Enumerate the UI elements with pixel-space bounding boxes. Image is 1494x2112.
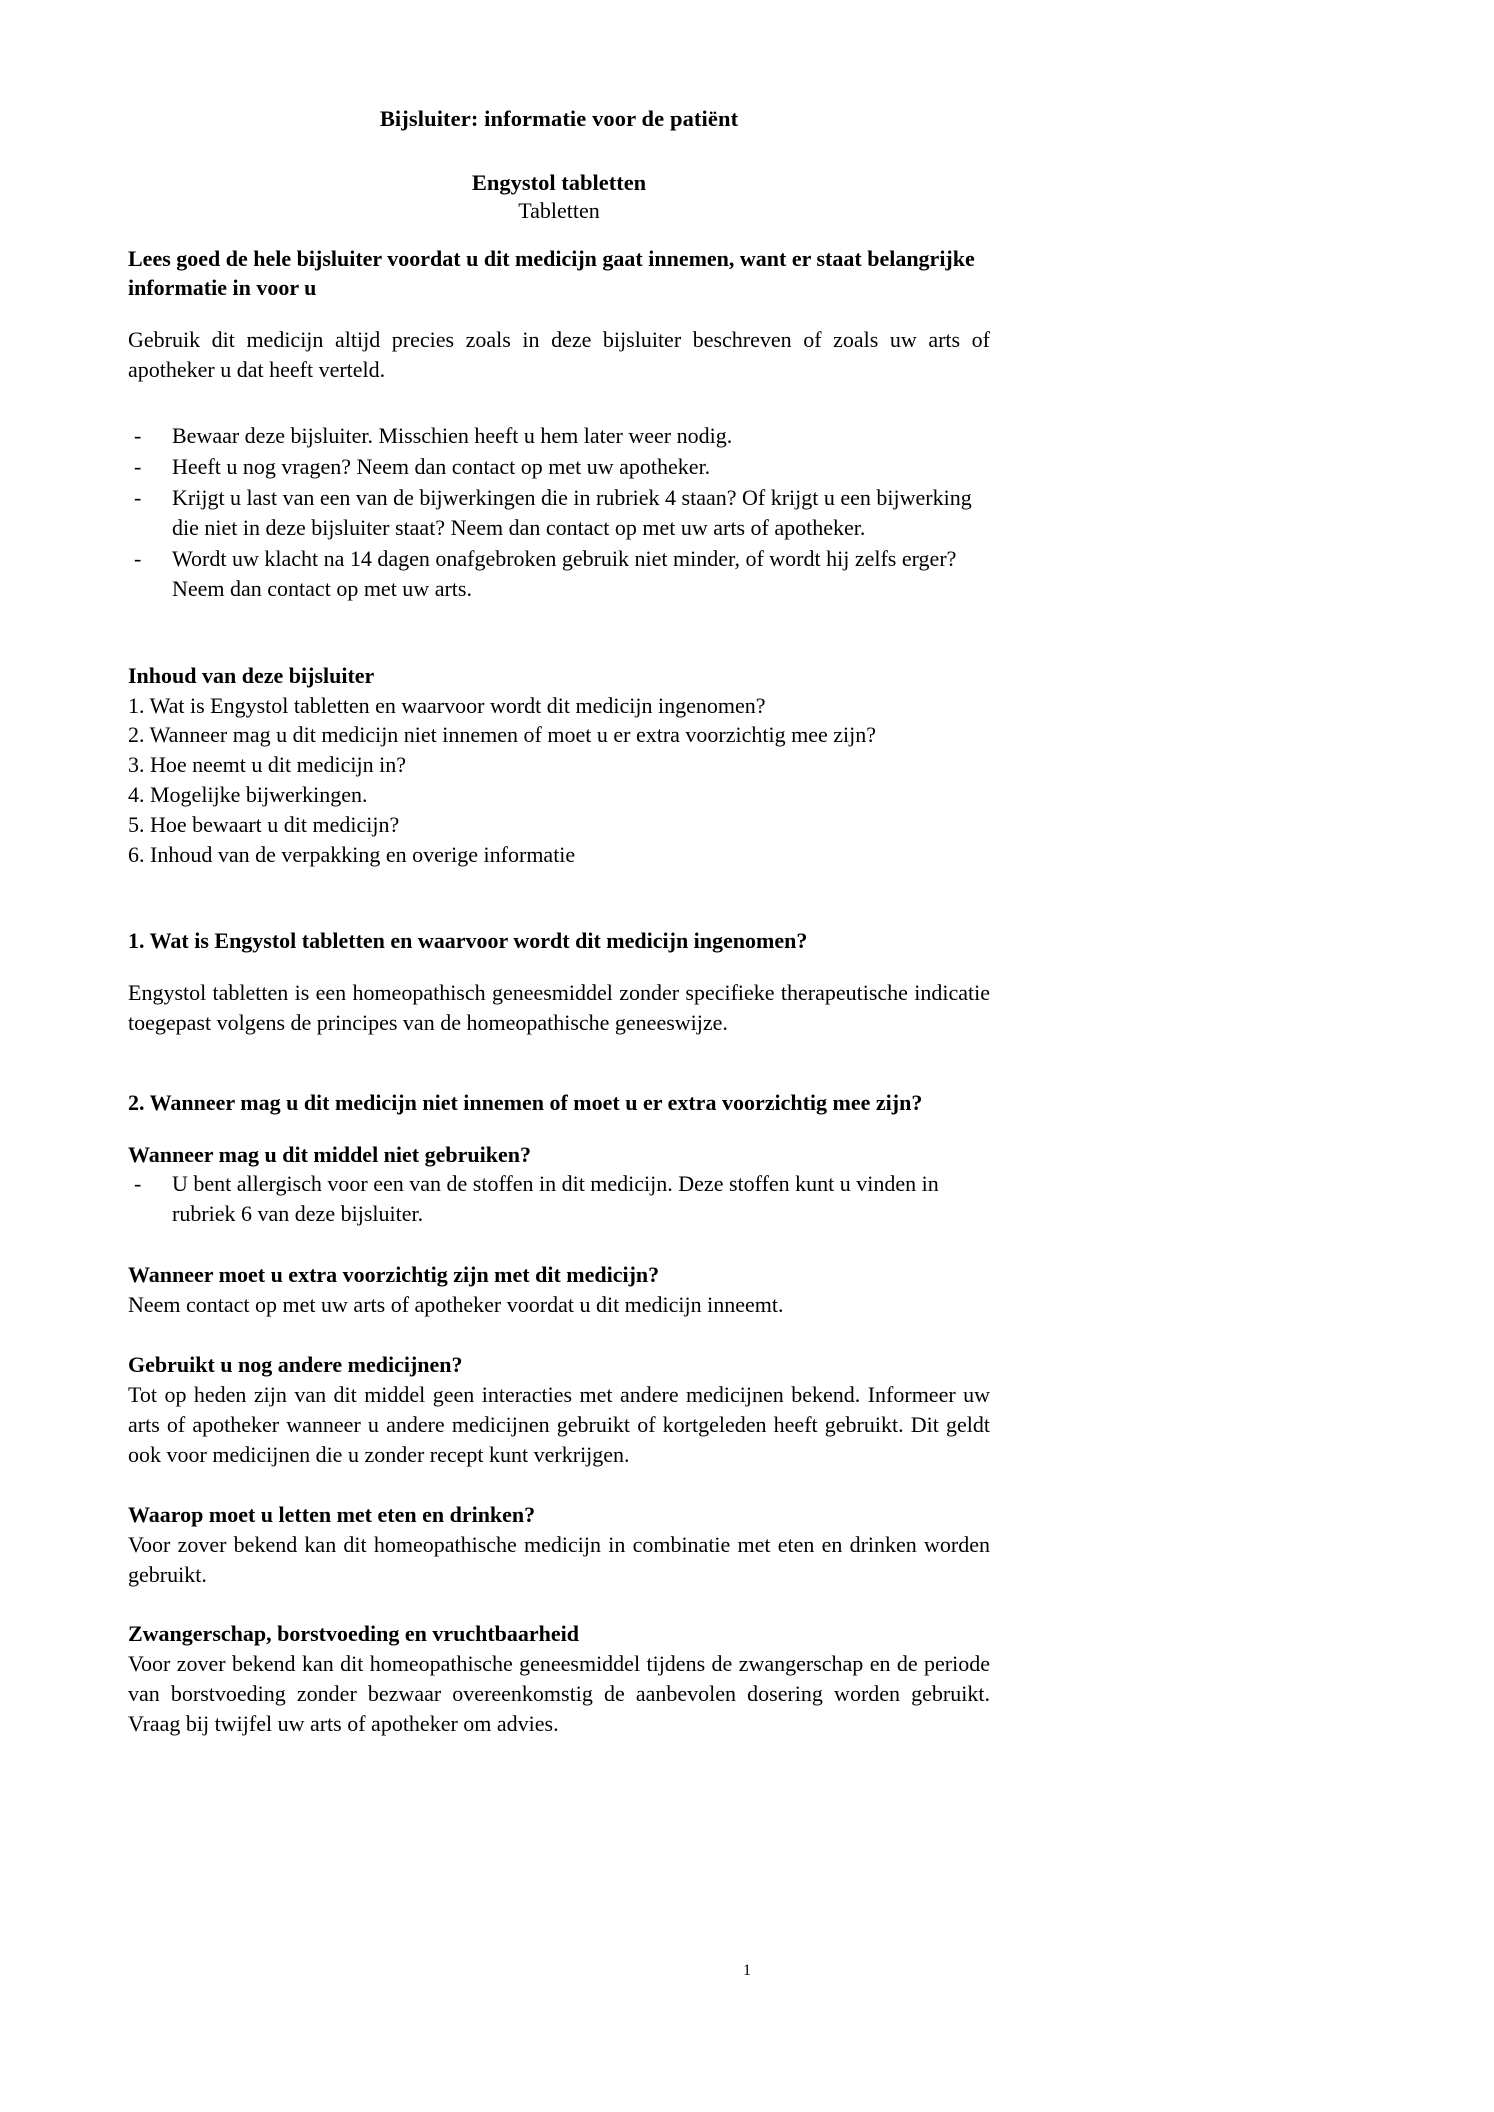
toc-item: 6. Inhoud van de verpakking en overige informatie [128,842,576,868]
list-item [134,544,990,604]
spacer [128,1320,990,1350]
list-item [134,421,990,451]
toc-item: 3. Hoe neemt u dit medicijn in? [128,752,406,778]
section-2-caution-heading: Wanneer moet u extra voorzichtig zijn met dit medicijn? [128,1262,660,1288]
dash-bullet-icon: - [134,454,142,480]
spacer [128,1230,990,1260]
list-item-text: Bewaar deze bijsluiter. Misschien heeft u hem later weer nodig. [172,423,733,449]
section-1-paragraph: Engystol tabletten is een homeopathisch geneesmiddel zonder specifieke therapeutische indicatie toegepast volgens de principes van de homeopathische geneeswijze. [128,979,990,1035]
document-title: Bijsluiter: informatie voor de patiënt [379,106,739,131]
usage-intro-paragraph: Gebruik dit medicijn altijd precies zoals in deze bijsluiter beschreven of zoals uw arts of apotheker u dat heeft verteld. [128,327,990,383]
spacer [128,405,990,421]
dosage-form: Tabletten [518,197,600,223]
product-name: Engystol tabletten [471,169,647,195]
toc-item: 1. Wat is Engystol tabletten en waarvoor wordt dit medicijn ingenomen? [128,692,766,718]
list-item-text: Krijgt u last van een van de bijwerkingen die in rubriek 4 staan? Of krijgt u een bijwerking die niet in deze bijsluiter staat? Neem dan contact op met uw arts of apotheker. [172,484,972,540]
list-item-text: U bent allergisch voor een van de stoffen in dit medicijn. Deze stoffen kunt u vinden in rubriek 6 van deze bijsluiter. [172,1171,939,1227]
dash-bullet-icon: - [134,1171,142,1197]
section-2-not-use-list [128,1169,990,1229]
toc-item: 4. Mogelijke bijwerkingen. [128,782,368,808]
section-2-pregnancy-paragraph: Voor zover bekend kan dit homeopathische geneesmiddel tijdens de zwangerschap en de periode van borstvoeding zonder bezwaar overeenkomstig de aanbevolen dosering worden gebruikt. Vraag bij twijfel uw arts of apotheker om advies. [128,1651,990,1737]
section-2-not-use-heading: Wanneer mag u dit middel niet gebruiken? [128,1141,531,1167]
dash-bullet-icon: - [134,545,142,571]
spacer [128,1058,990,1088]
spacer [128,605,990,661]
lead-bullet-list [128,421,990,603]
page-number: 1 [743,1962,751,1979]
section-2-food-drink-paragraph: Voor zover bekend kan dit homeopathische medicijn in combinatie met eten en drinken worden gebruikt. [128,1531,990,1587]
section-2-pregnancy-heading: Zwangerschap, borstvoeding en vruchtbaarheid [128,1621,580,1647]
section-2-other-meds-heading: Gebruikt u nog andere medicijnen? [128,1352,463,1378]
toc-heading: Inhoud van deze bijsluiter [128,662,375,688]
list-item [134,1169,990,1229]
toc-item: 2. Wanneer mag u dit medicijn niet innemen of moet u er extra voorzichtig mee zijn? [128,722,877,748]
spacer [128,870,990,926]
dash-bullet-icon: - [134,484,142,510]
list-item [134,483,990,543]
section-2-heading: 2. Wanneer mag u dit medicijn niet innemen of moet u er extra voorzichtig mee zijn? [128,1089,923,1115]
toc-item: 5. Hoe bewaart u dit medicijn? [128,812,400,838]
toc-list [128,691,990,870]
list-item-text: Wordt uw klacht na 14 dagen onafgebroken gebruik niet minder, of wordt hij zelfs erger? Neem dan contact op met uw arts. [172,545,957,601]
spacer [128,1470,990,1500]
section-2-caution-paragraph: Neem contact op met uw arts of apotheker voordat u dit medicijn inneemt. [128,1292,784,1318]
dash-bullet-icon: - [134,423,142,449]
document-body [128,104,990,1739]
section-1-heading: 1. Wat is Engystol tabletten en waarvoor wordt dit medicijn ingenomen? [128,927,808,953]
list-item [134,452,990,482]
section-2-food-drink-heading: Waarop moet u letten met eten en drinken? [128,1501,536,1527]
read-leaflet-notice: Lees goed de hele bijsluiter voordat u dit medicijn gaat innemen, want er staat belangrijke informatie in voor u [128,245,975,301]
spacer [128,1589,990,1619]
list-item-text: Heeft u nog vragen? Neem dan contact op met uw apotheker. [172,454,711,480]
section-2-other-meds-paragraph: Tot op heden zijn van dit middel geen interacties met andere medicijnen bekend. Informeer uw arts of apotheker wanneer u andere medicijnen gebruikt of kortgeleden heeft gebruikt. Dit geldt ook voor medicijnen die u zonder recept kunt verkrijgen. [128,1382,990,1467]
